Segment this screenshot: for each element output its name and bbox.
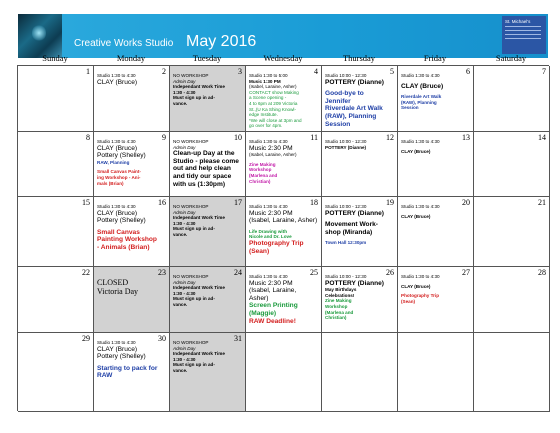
day-cell xyxy=(94,267,170,333)
event-line: - Animals (Brian) xyxy=(97,243,150,251)
event-line: POTTERY (Dianne) xyxy=(325,209,384,217)
event-line: CLAY (Bruce) xyxy=(401,82,444,90)
day-cell xyxy=(398,132,474,197)
event-line: Studio 1:30 to 4:30 xyxy=(97,139,136,144)
event-line: NO WORKSHOP xyxy=(173,73,209,78)
event-line: POTTERY (Dianne) xyxy=(325,144,367,150)
day-cell xyxy=(322,66,398,132)
event-line: out and help clean xyxy=(173,165,231,173)
event-line: CLAY (Bruce) xyxy=(97,78,138,86)
event-line: Music 1:30 PM xyxy=(249,78,281,84)
event-line: Session xyxy=(325,120,351,128)
event-line: shop (Miranda) xyxy=(325,228,373,236)
event-line: NO WORKSHOP xyxy=(173,340,209,345)
event-line: CLAY (Bruce) xyxy=(97,144,138,152)
day-cell xyxy=(474,333,550,412)
day-cell xyxy=(94,66,170,132)
day-number: 17 xyxy=(234,198,242,207)
event-line: vance. xyxy=(173,100,188,106)
day-cell xyxy=(170,267,246,333)
day-cell xyxy=(246,66,322,132)
event-line: 1:30 - 4:30 xyxy=(173,220,196,226)
event-line: Studio - please come xyxy=(173,157,239,165)
event-line: May Birthdays xyxy=(325,287,357,293)
event-line: CONTACT show Making xyxy=(249,89,299,95)
day-number: 7 xyxy=(542,67,546,76)
event-line: Starting to pack for xyxy=(97,364,158,372)
day-number: 6 xyxy=(466,67,470,76)
event-line: NO WORKSHOP xyxy=(173,274,209,279)
event-line: Small Canvas Paint- xyxy=(97,169,141,175)
event-line: (Maggie) xyxy=(249,309,277,317)
weekday-tuesday: Tuesday xyxy=(192,53,222,63)
event-line: RAW Deadline! xyxy=(249,317,296,325)
event-line: (Isabel, Laraine, Asher) xyxy=(249,217,318,225)
event-line: Victoria Day xyxy=(97,287,139,296)
event-line: with us (1:30pm) xyxy=(173,180,226,188)
event-line: Christian) xyxy=(249,178,271,184)
event-line: Admin Day xyxy=(173,345,196,351)
studio-name: Creative Works Studio xyxy=(74,38,174,49)
weekday-header-row xyxy=(17,52,549,65)
event-line: CLAY (Bruce) xyxy=(401,283,431,289)
event-line: Riverdale Art Walk xyxy=(401,94,442,100)
event-line: go over for 4pm. xyxy=(249,123,283,129)
day-cell xyxy=(18,66,94,132)
event-line: vance. xyxy=(173,301,188,307)
event-line: Studio 1:30 to 4:30 xyxy=(249,274,288,279)
event-line: (Sean) xyxy=(249,247,270,255)
event-line: Studio 1:30 to 4:30 xyxy=(249,204,288,209)
event-line: Zine Making xyxy=(325,298,352,304)
day-number: 26 xyxy=(386,268,394,277)
day-number: 30 xyxy=(158,334,166,343)
event-line: *We will close at 3pm and xyxy=(249,117,302,123)
event-line: Admin Day xyxy=(173,209,196,215)
day-number: 15 xyxy=(82,198,90,207)
event-line: Photography Trip xyxy=(249,239,304,247)
event-line: Life Drawing with xyxy=(249,228,288,234)
day-number: 21 xyxy=(538,198,546,207)
event-line: Town Hall 12:30pm xyxy=(325,240,367,246)
event-line: Independant Work Time xyxy=(173,351,225,357)
day-cell xyxy=(246,132,322,197)
event-line: RAW, Planning xyxy=(97,159,130,165)
event-line: Independant Work Time xyxy=(173,215,225,221)
day-cell xyxy=(18,197,94,267)
event-line: 4 to 6pm at 209 Victoria xyxy=(249,100,298,106)
day-number: 19 xyxy=(386,198,394,207)
event-line: (RAW), Planning xyxy=(401,99,437,105)
event-line: Session xyxy=(401,105,419,111)
event-line: CLAY (Bruce) xyxy=(401,148,431,154)
event-line: Small Canvas xyxy=(97,228,140,236)
event-line: Pottery (Shelley) xyxy=(97,353,146,361)
event-line: Good-bye to xyxy=(325,90,364,98)
day-number: 8 xyxy=(86,133,90,142)
day-number: 18 xyxy=(310,198,318,207)
event-line: CLAY (Bruce) xyxy=(401,213,431,219)
event-line: vance. xyxy=(173,231,188,237)
event-line: Pottery (Shelley) xyxy=(97,152,146,160)
day-cell xyxy=(474,66,550,132)
weekday-saturday: Saturday xyxy=(495,53,527,63)
event-line: Studio 10:00 - 12:30 xyxy=(325,204,367,209)
event-line: (Isabel, Laraine, Asher) xyxy=(249,152,297,158)
event-line: Admin Day xyxy=(173,78,196,84)
weekday-monday: Monday xyxy=(116,53,146,63)
day-number: 23 xyxy=(158,268,166,277)
day-number: 29 xyxy=(82,334,90,343)
event-line: Independant Work Time xyxy=(173,285,225,291)
weekday-sunday: Sunday xyxy=(42,53,68,63)
day-cell xyxy=(398,197,474,267)
day-number: 28 xyxy=(538,268,546,277)
day-cell xyxy=(322,132,398,197)
event-line: (Isabel, Laraine, Asher) xyxy=(249,84,297,90)
event-line: Movement Work- xyxy=(325,221,379,229)
event-line: Music 2:30 PM xyxy=(249,209,293,217)
event-line: Workshop xyxy=(249,167,272,173)
day-cell xyxy=(18,333,94,412)
day-cell xyxy=(474,132,550,197)
event-line: Studio 1:30 to 4:30 xyxy=(97,73,136,78)
event-line: Studio 1:30 to 4:30 xyxy=(401,274,440,279)
day-number: 4 xyxy=(314,67,318,76)
event-line: edge Institute. xyxy=(249,112,278,118)
event-line: Zine Making xyxy=(249,161,276,167)
event-line: Music 2:30 PM xyxy=(249,144,293,152)
event-line: 1:30 - 4:30 xyxy=(173,356,196,362)
day-cell xyxy=(246,267,322,333)
event-line: Admin Day xyxy=(173,144,196,150)
event-line: (Sean) xyxy=(401,298,416,304)
event-line: Celebrations! xyxy=(325,292,355,298)
event-line: mals (Brian) xyxy=(97,180,124,186)
event-line: Christian) xyxy=(325,315,347,321)
calendar-grid xyxy=(17,65,549,411)
day-number: 12 xyxy=(386,133,394,142)
day-cell xyxy=(322,267,398,333)
event-line: Studio 1:30 to 4:30 xyxy=(249,139,288,144)
day-number: 24 xyxy=(234,268,242,277)
day-cell xyxy=(94,197,170,267)
event-line: (Marlena and xyxy=(249,172,278,178)
day-number: 11 xyxy=(310,133,318,142)
event-line: Clean-up Day at the xyxy=(173,150,235,158)
day-cell xyxy=(474,197,550,267)
event-line: Studio 1:30 to 4:30 xyxy=(401,139,440,144)
event-line: ing Workshop - Ani- xyxy=(97,174,141,180)
event-line: Studio 1:30 to 4:30 xyxy=(401,73,440,78)
day-number: 1 xyxy=(86,67,90,76)
event-line: Workshop xyxy=(325,303,348,309)
month-title: May 2016 xyxy=(186,33,257,50)
event-line: Photography Trip xyxy=(401,293,440,299)
event-line: (Marlena and xyxy=(325,309,354,315)
day-number: 13 xyxy=(462,133,470,142)
event-line: a Scene opening - xyxy=(249,95,287,101)
day-number: 20 xyxy=(462,198,470,207)
day-number: 16 xyxy=(158,198,166,207)
event-line: St.,(U Ka Shing Knowl- xyxy=(249,106,296,112)
event-line: 1:30 - 4:30 xyxy=(173,89,196,95)
weekday-friday: Friday xyxy=(423,53,447,63)
day-number: 9 xyxy=(162,133,166,142)
day-cell xyxy=(398,66,474,132)
event-line: Must sign up in ad- xyxy=(173,95,215,101)
event-line: Asher) xyxy=(249,294,269,302)
event-line: RAW xyxy=(97,372,113,380)
st-michaels-logo xyxy=(502,16,546,54)
event-line: CLAY (Bruce) xyxy=(97,209,138,217)
event-line: and tidy our space xyxy=(173,172,232,180)
event-line: 1:30 - 4:30 xyxy=(173,290,196,296)
weekday-thursday: Thursday xyxy=(342,53,376,63)
event-line: Studio 10:00 - 12:30 xyxy=(325,73,367,78)
day-number: 3 xyxy=(238,67,242,76)
day-cell xyxy=(170,333,246,412)
day-number: 31 xyxy=(234,334,242,343)
day-number: 5 xyxy=(390,67,394,76)
event-line: (Isabel, Laraine, xyxy=(249,287,297,295)
day-cell xyxy=(398,333,474,412)
event-line: Admin Day xyxy=(173,279,196,285)
day-cell xyxy=(322,197,398,267)
event-line: Studio 1:30 to 5:00 xyxy=(249,73,288,78)
event-line: Painting Workshop xyxy=(97,236,157,244)
event-line: POTTERY (Dianne) xyxy=(325,279,384,287)
event-line: Studio 1:30 to 4:30 xyxy=(97,340,136,345)
event-line: Music 2:30 PM xyxy=(249,279,293,287)
event-line: Nicole and Dr. Love xyxy=(249,234,292,240)
day-cell xyxy=(322,333,398,412)
event-line: Studio 10:00 - 12:30 xyxy=(325,274,367,279)
event-line: vance. xyxy=(173,367,188,373)
day-number: 14 xyxy=(538,133,546,142)
day-cell xyxy=(474,267,550,333)
event-line: POTTERY (Dianne) xyxy=(325,78,384,86)
event-line: Riverdale Art Walk xyxy=(325,105,383,113)
day-cell xyxy=(398,267,474,333)
day-cell xyxy=(94,132,170,197)
day-number: 22 xyxy=(82,268,90,277)
event-line: CLOSED xyxy=(97,278,129,287)
day-cell xyxy=(94,333,170,412)
day-cell xyxy=(170,197,246,267)
day-cell xyxy=(246,197,322,267)
day-cell xyxy=(170,132,246,197)
event-line: (RAW), Planning xyxy=(325,112,377,120)
weekday-wednesday: Wednesday xyxy=(263,53,303,63)
day-cell xyxy=(18,267,94,333)
event-line: Studio 1:30 to 4:30 xyxy=(97,204,136,209)
event-line: Jennifer xyxy=(325,97,351,105)
event-line: CLAY (Bruce) xyxy=(97,345,138,353)
event-line: NO WORKSHOP xyxy=(173,204,209,209)
event-line: Must sign up in ad- xyxy=(173,296,215,302)
day-number: 10 xyxy=(234,133,242,142)
day-number: 27 xyxy=(462,268,470,277)
day-cell xyxy=(246,333,322,412)
event-line: NO WORKSHOP xyxy=(173,139,209,144)
event-line: Studio 1:30 to 4:30 xyxy=(401,204,440,209)
event-line: Studio 10:00 - 12:30 xyxy=(325,139,367,144)
event-line: Pottery (Shelley) xyxy=(97,217,146,225)
day-cell xyxy=(170,66,246,132)
event-line: Must sign up in ad- xyxy=(173,362,215,368)
logo-text: St. Michael's xyxy=(505,19,531,24)
day-number: 25 xyxy=(310,268,318,277)
day-cell xyxy=(18,132,94,197)
day-number: 2 xyxy=(162,67,166,76)
event-line: Screen Printing xyxy=(249,302,298,310)
event-line: Must sign up in ad- xyxy=(173,226,215,232)
event-line: Independant Work Time xyxy=(173,84,225,90)
